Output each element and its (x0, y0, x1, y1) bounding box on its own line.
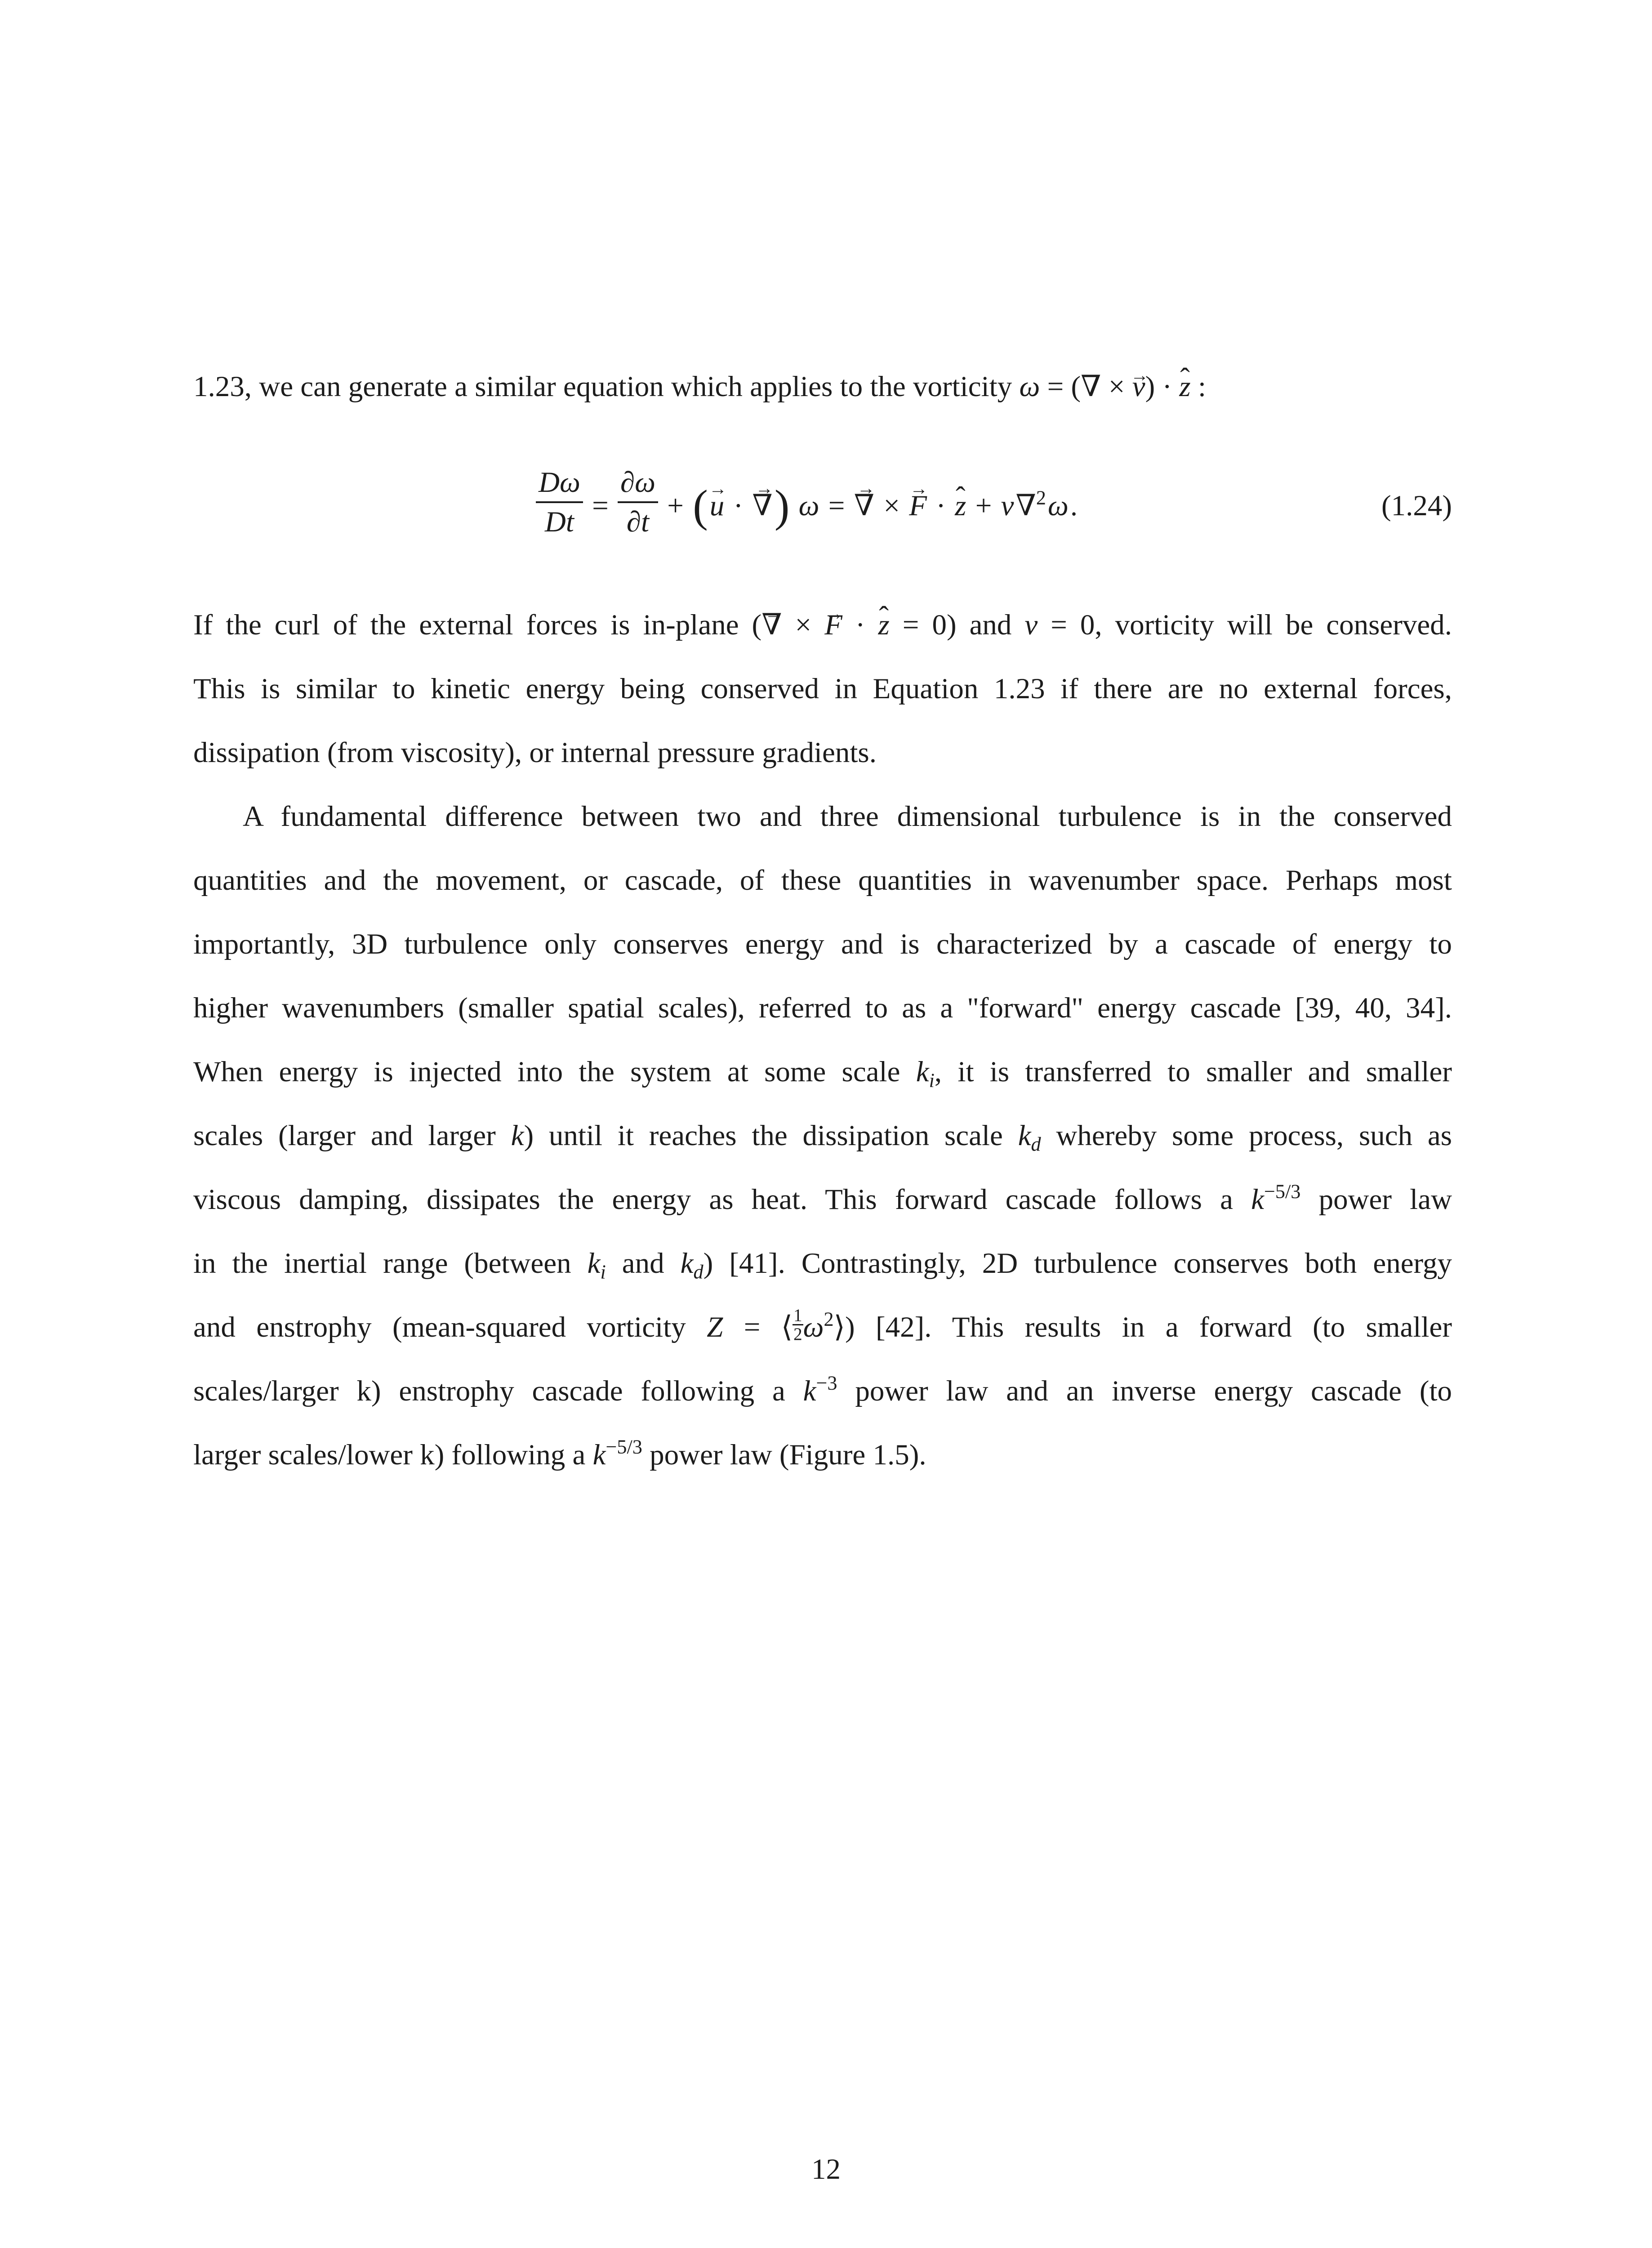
fraction-material-derivative: $\frac{D\omega}{Dt}$ (536, 467, 583, 538)
text-line: higher wavenumbers (smaller spatial scales), referred to as a "forward" energy cascade [39, 40, 34]. (193, 992, 1452, 1024)
text-line-vorticity-intro: 1.23, we can generate a similar equation which applies to the vorticity ω = (∇ × → v) · ˆ z : (193, 369, 1452, 405)
math-power-law-3: $k^{-3}$ (803, 1372, 837, 1407)
math-nu-zero: ν (1024, 609, 1038, 641)
math-enstrophy-def: Z (707, 1311, 723, 1343)
equation-body: $\frac{D\omega}{Dt}$ = $\frac{\partial\omega}{\partial t}$ + ( → u · → ∇ ) ω = → ∇ × → F · ˆ z + ν ∇$^2$ ω . (535, 454, 1078, 558)
text-line: dissipation (from viscosity), or internal pressure gradients. (193, 736, 877, 769)
text-line: importantly, 3D turbulence only conserves energy and is characterized by a cascade of energy to (193, 928, 1452, 960)
text-line: A fundamental difference between two and three dimensional turbulence is in the conserved (243, 800, 1452, 833)
math-k-d: $k_d$ (1018, 1120, 1041, 1155)
fraction-partial-derivative: $\frac{\partial\omega}{\partial t}$ (618, 467, 658, 538)
math-k-i: $k_i$ (916, 1056, 935, 1092)
text-line: This is similar to kinetic energy being conserved in Equation 1.23 if there are no external forces, (193, 673, 1452, 705)
math-vorticity-def: ω = (∇ × → v) · ˆ z : (1019, 370, 1206, 403)
equation-1-24 (193, 454, 1452, 558)
equation-number: (1.24) (1381, 490, 1452, 522)
text-line: viscous damping, dissipates the energy as heat. This forward cascade follows a $k^{-5/3}$ power law (193, 1180, 1452, 1216)
page-number: 12 (811, 2153, 841, 2186)
text-line: larger scales/lower k) following a $k^{-5/3}$ power law (Figure 1.5). (193, 1436, 926, 1471)
text-line: When energy is injected into the system at some scale $k_i$, it is transferred to smaller and smaller (193, 1056, 1452, 1092)
text-line: quantities and the movement, or cascade, of these quantities in wavenumber space. Perhaps most (193, 864, 1452, 897)
text-line: scales (larger and larger k) until it reaches the dissipation scale $k_d$ whereby some process, such as (193, 1120, 1452, 1155)
text-line: scales/larger k) enstrophy cascade following a $k^{-3}$ power law and an inverse energy cascade (to (193, 1372, 1452, 1407)
text-line: If the curl of the external forces is in-plane (→ ∇ × → F · ˆ z = 0) and ν = 0, vorticity will be conserved. (193, 607, 1452, 643)
math-curl-condition: → ∇ (761, 607, 782, 643)
text-line: in the inertial range (between $k_i$ and $k_d$) [41]. Contrastingly, 2D turbulence conserves both energy (193, 1247, 1452, 1283)
text-line: and enstrophy (mean-squared vorticity Z = ⟨ $\frac{1}{2}$ $\omega^2⟩$) [42]. This results in a forward (to smaller (193, 1305, 1452, 1344)
math-power-law-5-3: $k^{-5/3}$ (1251, 1180, 1301, 1216)
